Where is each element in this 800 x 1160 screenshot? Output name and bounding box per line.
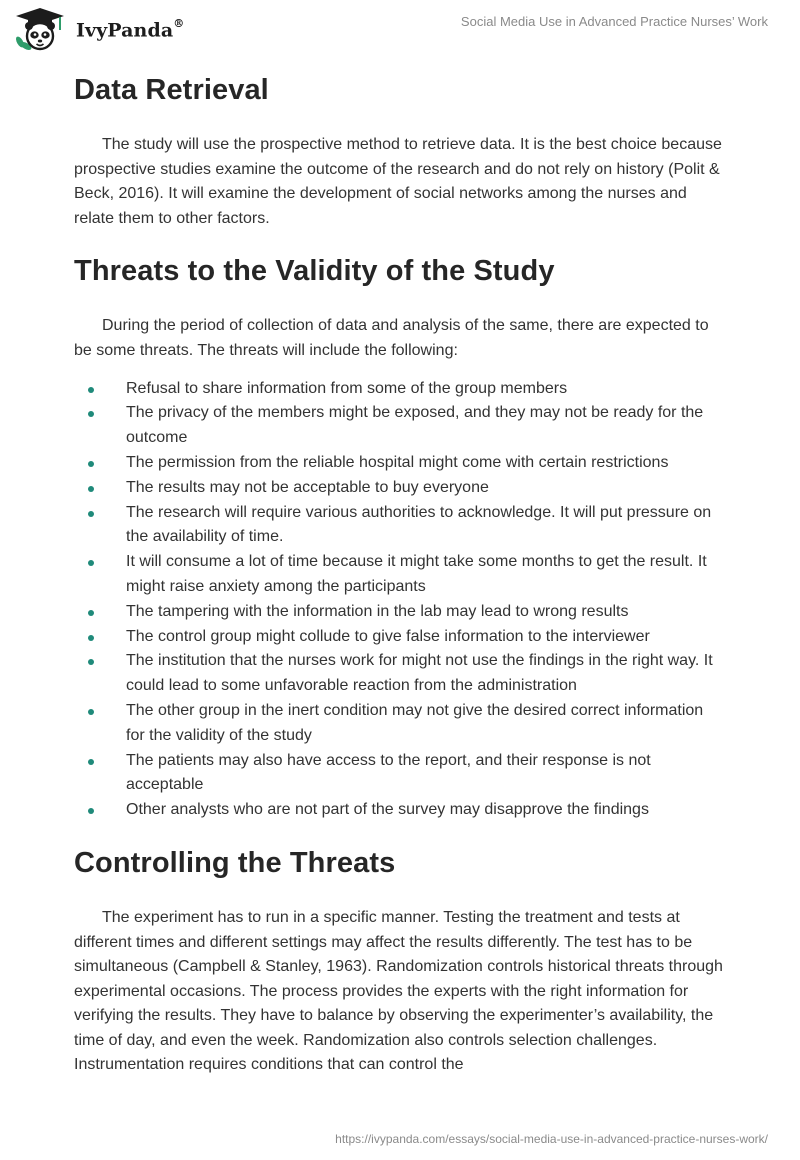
list-item: The control group might collude to give false information to the interviewer [74,625,724,650]
bullet-icon [88,808,94,814]
list-item: It will consume a lot of time because it might take some months to get the result. It might raise anxiety among the participants [74,550,724,600]
bullet-icon [88,511,94,517]
heading-controlling-threats: Controlling the Threats [74,846,396,879]
threats-list [74,377,724,823]
list-item: Other analysts who are not part of the survey may disapprove the findings [74,798,724,823]
bullet-icon [88,461,94,467]
bullet-icon [88,635,94,641]
registered-mark: ® [173,16,185,30]
page-header [0,0,800,64]
panda-graduate-icon [12,6,68,54]
document-title: Social Media Use in Advanced Practice Nurses’ Work [460,14,768,29]
paragraph-controlling-threats: The experiment has to run in a specific manner. Testing the treatment and tests at different times and different settings may affect the results differently. The test has to be simultaneous (Campbell & Stanley, 1963). Randomization controls historical threats through experimental occasions. The process provides the experts with the right information for verifying the results. They have to balance by observing the experimenter’s availability, the time of day, and even the week. Randomization also controls selection challenges. Instrumentation requires conditions that can control the [74,908,723,1074]
bullet-icon [88,610,94,616]
paragraph-data-retrieval: The study will use the prospective method to retrieve data. It is the best choice because prospective studies examine the outcome of the research and do not rely on history (Polit & Beck, 2016). It will examine the development of social networks among the nurses and relate them to other factors. [74,136,722,227]
heading-data-retrieval: Data Retrieval [74,74,269,106]
bullet-icon [88,486,94,492]
list-item: The research will require various authorities to acknowledge. It will put pressure on the availability of time. [74,501,724,551]
heading-threats: Threats to the Validity of the Study [74,255,555,288]
bullet-icon [88,709,94,715]
bullet-icon [88,411,94,417]
list-item: The institution that the nurses work for might not use the findings in the right way. It could lead to some unfavorable reaction from the administration [74,649,724,699]
paragraph-threats-intro: During the period of collection of data and analysis of the same, there are expected to be some threats. The threats will include the following: [74,317,709,359]
bullet-icon [88,759,94,765]
bullet-icon [88,560,94,566]
source-url[interactable]: https://ivypanda.com/essays/social-media-use-in-advanced-practice-nurses-work/ [335,1132,768,1146]
bullet-icon [88,659,94,665]
list-item: Refusal to share information from some of the group members [74,377,724,402]
list-item: The permission from the reliable hospital might come with certain restrictions [74,451,724,476]
list-item: The other group in the inert condition may not give the desired correct information for the validity of the study [74,699,724,749]
list-item: The patients may also have access to the report, and their response is not acceptable [74,749,724,799]
article-content [74,70,724,1078]
list-item: The tampering with the information in the lab may lead to wrong results [74,600,724,625]
list-item: The results may not be acceptable to buy everyone [74,476,724,501]
ivypanda-logo[interactable] [12,6,184,54]
bullet-icon [88,387,94,393]
brand-name: IvyPanda® [76,16,185,42]
list-item: The privacy of the members might be exposed, and they may not be ready for the outcome [74,401,724,451]
